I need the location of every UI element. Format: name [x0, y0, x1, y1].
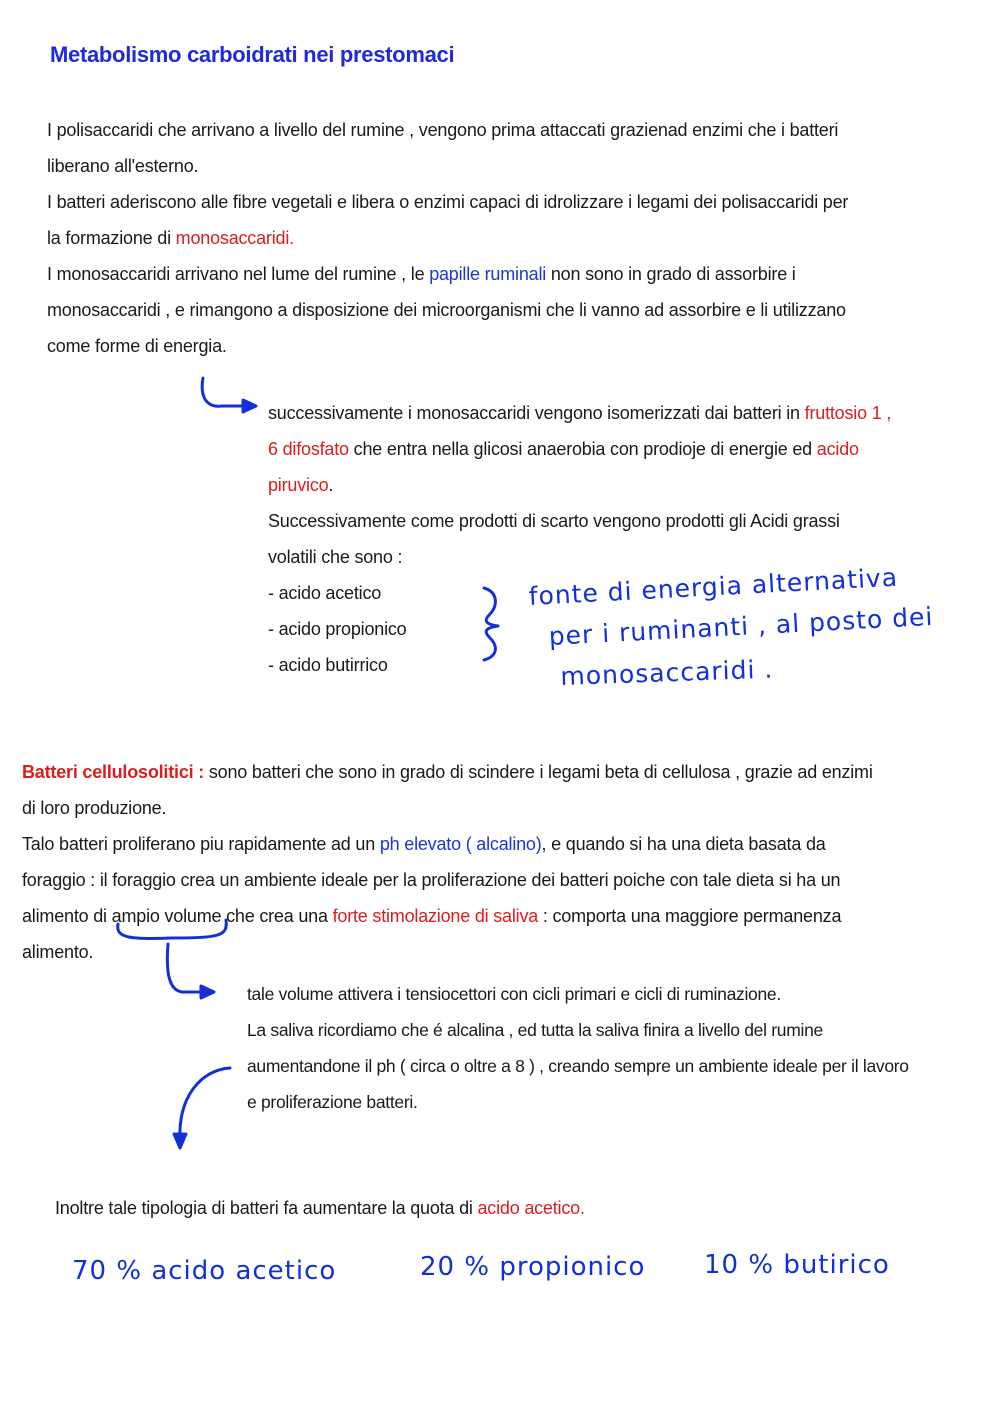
cellulo-line-4: foraggio : il foraggio crea un ambiente ideale per la proliferazione dei batteri poiche con tale dieta si ha un: [22, 870, 841, 890]
detail-line-2: 6 difosfato che entra nella glicosi anaerobia con prodioje di energie ed acido: [268, 439, 859, 459]
curved-arrow-3: [180, 1068, 230, 1140]
acid-list-item: - acido acetico: [268, 583, 382, 603]
intro-line-4: la formazione di monosaccaridi.: [47, 228, 294, 248]
underline-bracket: [118, 920, 227, 938]
highlight-saliva: forte stimolazione di saliva: [332, 906, 539, 926]
arrowhead-3: [174, 1134, 186, 1148]
handwritten-note-line-2: per i ruminanti , al posto dei: [548, 601, 935, 651]
percentage-propionico: 20 % propionico: [420, 1252, 646, 1282]
arrowhead-2: [201, 986, 214, 998]
detail-line-4: Successivamente come prodotti di scarto vengono prodotti gli Acidi grassi: [268, 511, 840, 531]
highlight-papille: papille ruminali: [429, 264, 547, 284]
cellulo-line-1: Batteri cellulosolitici : sono batteri che sono in grado di scindere i legami beta di cellulosa , grazie ad enzimi: [22, 762, 873, 782]
intro-line-6: monosaccaridi , e rimangono a disposizione dei microorganismi che li vanno ad assorbire e li utilizzano: [47, 300, 846, 320]
intro-line-7: come forme di energia.: [47, 336, 227, 356]
cellulo-line-2: di loro produzione.: [22, 798, 167, 818]
acid-list-item: - acido propionico: [268, 619, 407, 639]
handwritten-note-line-3: monosaccaridi .: [560, 654, 774, 691]
volume-line-2: La saliva ricordiamo che é alcalina , ed tutta la saliva finira a livello del rumine: [247, 1020, 823, 1040]
cellulo-line-3: Talo batteri proliferano piu rapidamente ad un ph elevato ( alcalino), e quando si ha una dieta basata da: [22, 834, 826, 854]
cellulo-heading: Batteri cellulosolitici :: [22, 762, 205, 782]
highlight-ph: ph elevato ( alcalino): [379, 834, 542, 854]
cellulo-line-5: alimento di ampio volume che crea una forte stimolazione di saliva : comporta una maggiore permanenza: [22, 906, 842, 926]
intro-line-3: I batteri aderiscono alle fibre vegetali e libera o enzimi capaci di idrolizzare i legami dei polisaccaridi per: [47, 192, 849, 212]
highlight-fruttosio: fruttosio 1 ,: [804, 403, 892, 423]
handwritten-note-line-1: fonte di energia alternativa: [528, 562, 899, 611]
acid-list-item: - acido butirrico: [268, 655, 388, 675]
highlight-acido-acetico: acido acetico.: [477, 1198, 585, 1218]
cellulo-line-6: alimento.: [22, 942, 94, 962]
volume-line-4: e proliferazione batteri.: [247, 1092, 418, 1112]
detail-line-1: successivamente i monosaccaridi vengono isomerizzati dai batteri in fruttosio 1 ,: [268, 403, 892, 423]
percentage-butirico: 10 % butirico: [704, 1250, 890, 1280]
volume-line-1: tale volume attivera i tensiocettori con cicli primari e cicli di ruminazione.: [247, 984, 781, 1004]
highlight-monosaccaridi: monosaccaridi.: [175, 228, 294, 248]
detail-line-5: volatili che sono :: [268, 547, 403, 567]
intro-line-1: I polisaccaridi che arrivano a livello del rumine , vengono prima attaccati grazienad enzimi che i batteri: [47, 120, 839, 140]
arrowhead-1: [243, 400, 256, 412]
intro-line-5: I monosaccaridi arrivano nel lume del rumine , le papille ruminali non sono in grado di assorbire i: [47, 264, 796, 284]
intro-line-2: liberano all'esterno.: [47, 156, 199, 176]
volume-line-3: aumentandone il ph ( circa o oltre a 8 ) , creando sempre un ambiente ideale per il lavoro: [247, 1056, 909, 1076]
acetic-sentence: Inoltre tale tipologia di batteri fa aumentare la quota di acido acetico.: [55, 1198, 585, 1218]
page-title: Metabolismo carboidrati nei prestomaci: [50, 42, 455, 67]
percentage-acetico: 70 % acido acetico: [72, 1256, 337, 1286]
curly-brace: [484, 588, 498, 660]
detail-line-3: piruvico.: [268, 475, 334, 495]
